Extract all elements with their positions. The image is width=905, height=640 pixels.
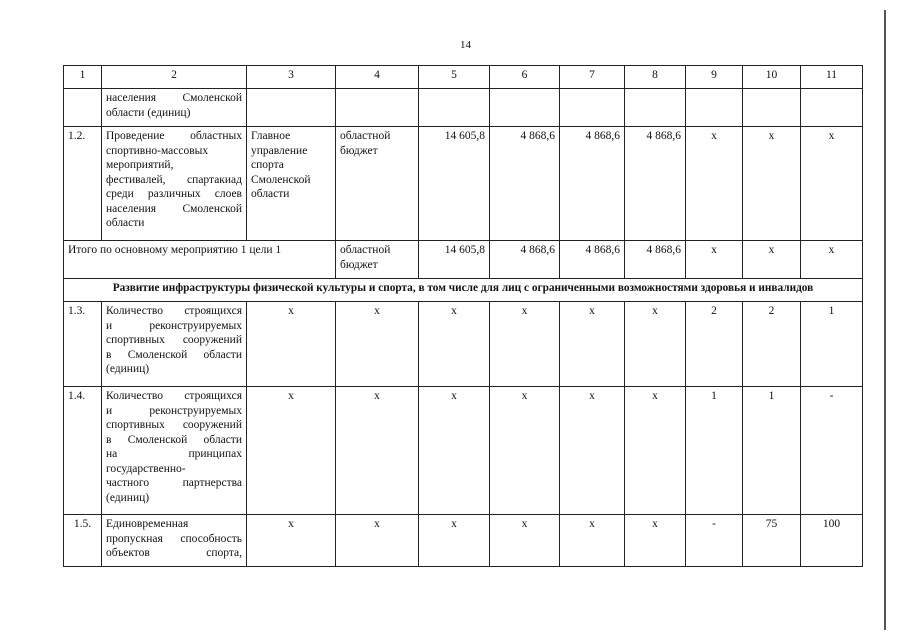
- value-cell: 4 868,6: [625, 127, 686, 241]
- column-header: 10: [743, 66, 801, 89]
- value-cell: х: [560, 302, 625, 387]
- value-cell: х: [625, 302, 686, 387]
- value-cell: 100: [801, 515, 863, 567]
- program-table: [63, 65, 863, 567]
- column-header: 1: [64, 66, 102, 89]
- value-cell: 4 868,6: [490, 241, 560, 279]
- value-cell: х: [686, 127, 743, 241]
- funding-source-cell: областной бюджет: [336, 241, 419, 279]
- value-cell: х: [625, 387, 686, 515]
- column-header: 3: [247, 66, 336, 89]
- value-cell: х: [419, 387, 490, 515]
- page-number: 14: [460, 39, 471, 51]
- value-cell: х: [801, 127, 863, 241]
- column-header: 6: [490, 66, 560, 89]
- section-heading-row: [64, 279, 863, 302]
- value-cell: х: [336, 515, 419, 567]
- value-cell: -: [801, 387, 863, 515]
- value-cell: 1: [743, 387, 801, 515]
- value-cell: х: [247, 515, 336, 567]
- table-row-1-5: [64, 515, 863, 567]
- table-row-1-2: [64, 127, 863, 241]
- column-header: 4: [336, 66, 419, 89]
- value-cell: х: [801, 241, 863, 279]
- page-edge-rule: [884, 10, 886, 630]
- value-cell: 4 868,6: [625, 241, 686, 279]
- table-row-1-3: [64, 302, 863, 387]
- executor-cell: Главное управление спорта Смоленской области: [247, 127, 336, 241]
- column-header: 9: [686, 66, 743, 89]
- value-cell: х: [419, 302, 490, 387]
- column-header: 7: [560, 66, 625, 89]
- value-cell: х: [560, 515, 625, 567]
- indicator-name-cell: Количество строящихся и реконструируемых спортивных сооружений в Смоленской области на принципах государственно- частного партнерства (единиц): [102, 387, 247, 515]
- section-title: Развитие инфраструктуры физической культуры и спорта, в том числе для лиц с ограниченными возможностями здоровья и инвалидов: [64, 279, 863, 302]
- row-number: 1.4.: [64, 387, 102, 515]
- funding-source-cell: областной бюджет: [336, 127, 419, 241]
- value-cell: 2: [743, 302, 801, 387]
- indicator-name-cell: населения Смоленской области (единиц): [102, 89, 247, 127]
- value-cell: 4 868,6: [560, 241, 625, 279]
- column-header: 11: [801, 66, 863, 89]
- value-cell: х: [686, 241, 743, 279]
- value-cell: -: [686, 515, 743, 567]
- value-cell: х: [743, 241, 801, 279]
- value-cell: 4 868,6: [490, 127, 560, 241]
- value-cell: 4 868,6: [560, 127, 625, 241]
- value-cell: 1: [801, 302, 863, 387]
- table-row-continuation: [64, 89, 863, 127]
- table-row-1-4: [64, 387, 863, 515]
- table-row-total: [64, 241, 863, 279]
- column-header: 8: [625, 66, 686, 89]
- value-cell: х: [490, 387, 560, 515]
- indicator-name-cell: Единовременная пропускная способность объектов спорта,: [102, 515, 247, 567]
- value-cell: х: [560, 387, 625, 515]
- value-cell: х: [490, 302, 560, 387]
- indicator-name-cell: Количество строящихся и реконструируемых спортивных сооружений в Смоленской области (единиц): [102, 302, 247, 387]
- column-header: 5: [419, 66, 490, 89]
- indicator-name-cell: Проведение областных спортивно-массовых мероприятий, фестивалей, спартакиад среди различных слоев населения Смоленской области: [102, 127, 247, 241]
- row-number: 1.5.: [64, 515, 102, 567]
- column-number-row: [64, 66, 863, 89]
- value-cell: 75: [743, 515, 801, 567]
- value-cell: х: [625, 515, 686, 567]
- value-cell: 14 605,8: [419, 127, 490, 241]
- value-cell: х: [336, 387, 419, 515]
- value-cell: 1: [686, 387, 743, 515]
- value-cell: х: [419, 515, 490, 567]
- row-number: 1.2.: [64, 127, 102, 241]
- value-cell: х: [490, 515, 560, 567]
- value-cell: 14 605,8: [419, 241, 490, 279]
- column-header: 2: [102, 66, 247, 89]
- row-number: 1.3.: [64, 302, 102, 387]
- value-cell: х: [247, 387, 336, 515]
- value-cell: х: [336, 302, 419, 387]
- value-cell: х: [743, 127, 801, 241]
- total-label: Итого по основному мероприятию 1 цели 1: [64, 241, 336, 279]
- value-cell: х: [247, 302, 336, 387]
- value-cell: 2: [686, 302, 743, 387]
